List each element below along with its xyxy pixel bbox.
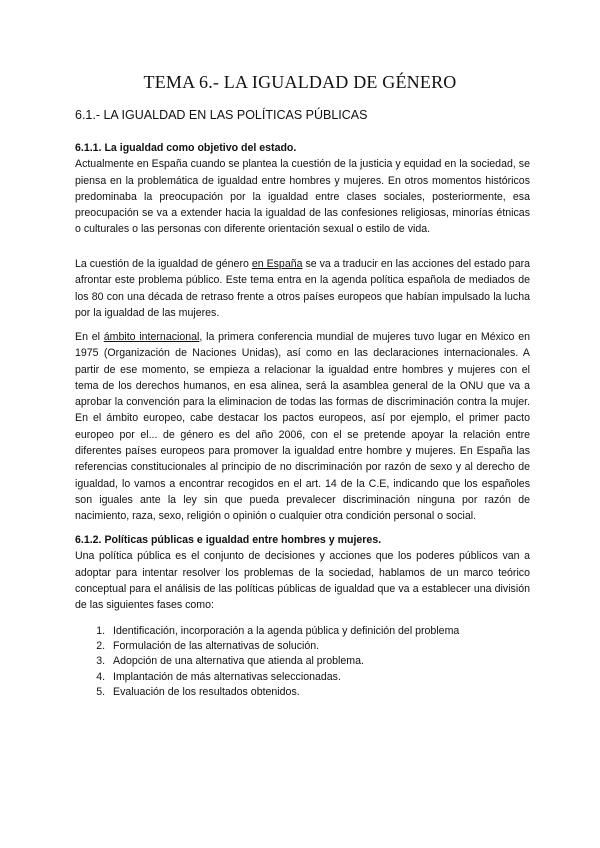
paragraph-2-text-a: La cuestión de la igualdad de género xyxy=(75,258,252,270)
section-1-paragraph-2 xyxy=(75,256,530,321)
section-1-paragraph-3 xyxy=(75,329,530,525)
link-en-espana[interactable]: en España xyxy=(251,258,303,270)
section-2 xyxy=(75,532,530,613)
list-item: 1. Identificación, incorporación a la agenda pública y definición del problema xyxy=(108,624,563,639)
list-item: 4. Implantación de más alternativas seleccionadas. xyxy=(108,670,563,685)
paragraph-3-text-a: En el xyxy=(75,331,104,343)
section-subtitle: 6.1.- LA IGUALDAD EN LAS POLÍTICAS PÚBLICAS xyxy=(75,108,368,122)
section-2-heading: 6.1.2. Políticas públicas e igualdad entre hombres y mujeres. xyxy=(75,534,382,546)
list-item: 2. Formulación de las alternativas de solución. xyxy=(108,639,563,654)
section-2-paragraph-1: Una política pública es el conjunto de decisiones y acciones que los poderes públicos van a adoptar para intentar resolver los problemas de la sociedad, hablamos de un marco teórico conceptual para el análisis de las políticas públicas de igualdad que va a establecer una división de las siguientes fases como: xyxy=(75,550,530,612)
link-ambito-internacional[interactable]: ámbito internacional xyxy=(103,331,200,343)
page-title: TEMA 6.- LA IGUALDAD DE GÉNERO xyxy=(143,72,457,92)
section-1 xyxy=(75,140,530,238)
section-1-heading: 6.1.1. La igualdad como objetivo del estado. xyxy=(75,142,297,154)
phases-list xyxy=(75,624,563,700)
list-item: 5. Evaluación de los resultados obtenidos. xyxy=(108,685,563,700)
list-item: 3. Adopción de una alternativa que atienda al problema. xyxy=(108,654,563,669)
paragraph-3-text-b: , la primera conferencia mundial de mujeres tuvo lugar en México en 1975 (Organización de Naciones Unidas), así como en las declaraciones internacionales. A partir de ese momento, se empieza a relacionar la igualdad entre hombres y mujeres con el tema de los derechos humanos, en esa alinea, será la asamblea general de la ONU que va a aprobar la convención para la eliminacion de todas las formas de discriminación contra la mujer. En el ámbito europeo, cabe destacar los pactos europeos, así por ejemplo, el primer pacto europeo por el... de género es del año 2006, con el se pretende apoyar la relación entre diferentes países europeos para promover la igualdad entre hombre y mujeres. En España las referencias constitucionales al principio de no discriminación por razón de sexo y al derecho de igualdad, lo vamos a encontrar recogidos en el art. 14 de la C.E, indicando que los españoles son iguales ante la ley sin que pueda prevalecer discriminación ninguna por razón de nacimiento, raza, sexo, religión o opinión o cualquier otra condición personal o social. xyxy=(75,331,530,523)
paragraph-2-text-b: se va a traducir en las acciones del estado para afrontar este problema público. Este tema entra en la agenda política española de mediados de los 80 con una década de retraso frente a otros países europeos que habían impulsado la lucha por la igualdad de las mujeres. xyxy=(75,258,530,319)
section-1-paragraph-1: Actualmente en España cuando se plantea la cuestión de la justicia y equidad en la sociedad, se piensa en la problemática de igualdad entre hombres y mujeres. En otros momentos históricos predominaba la preocupación por la igualdad entre clases sociales, posteriormente, esa preocupación se va a extender hacia la igualdad de las confesiones religiosas, minorías étnicas o culturales o las personas con diferente orientación sexual o estilo de vida. xyxy=(75,158,530,236)
